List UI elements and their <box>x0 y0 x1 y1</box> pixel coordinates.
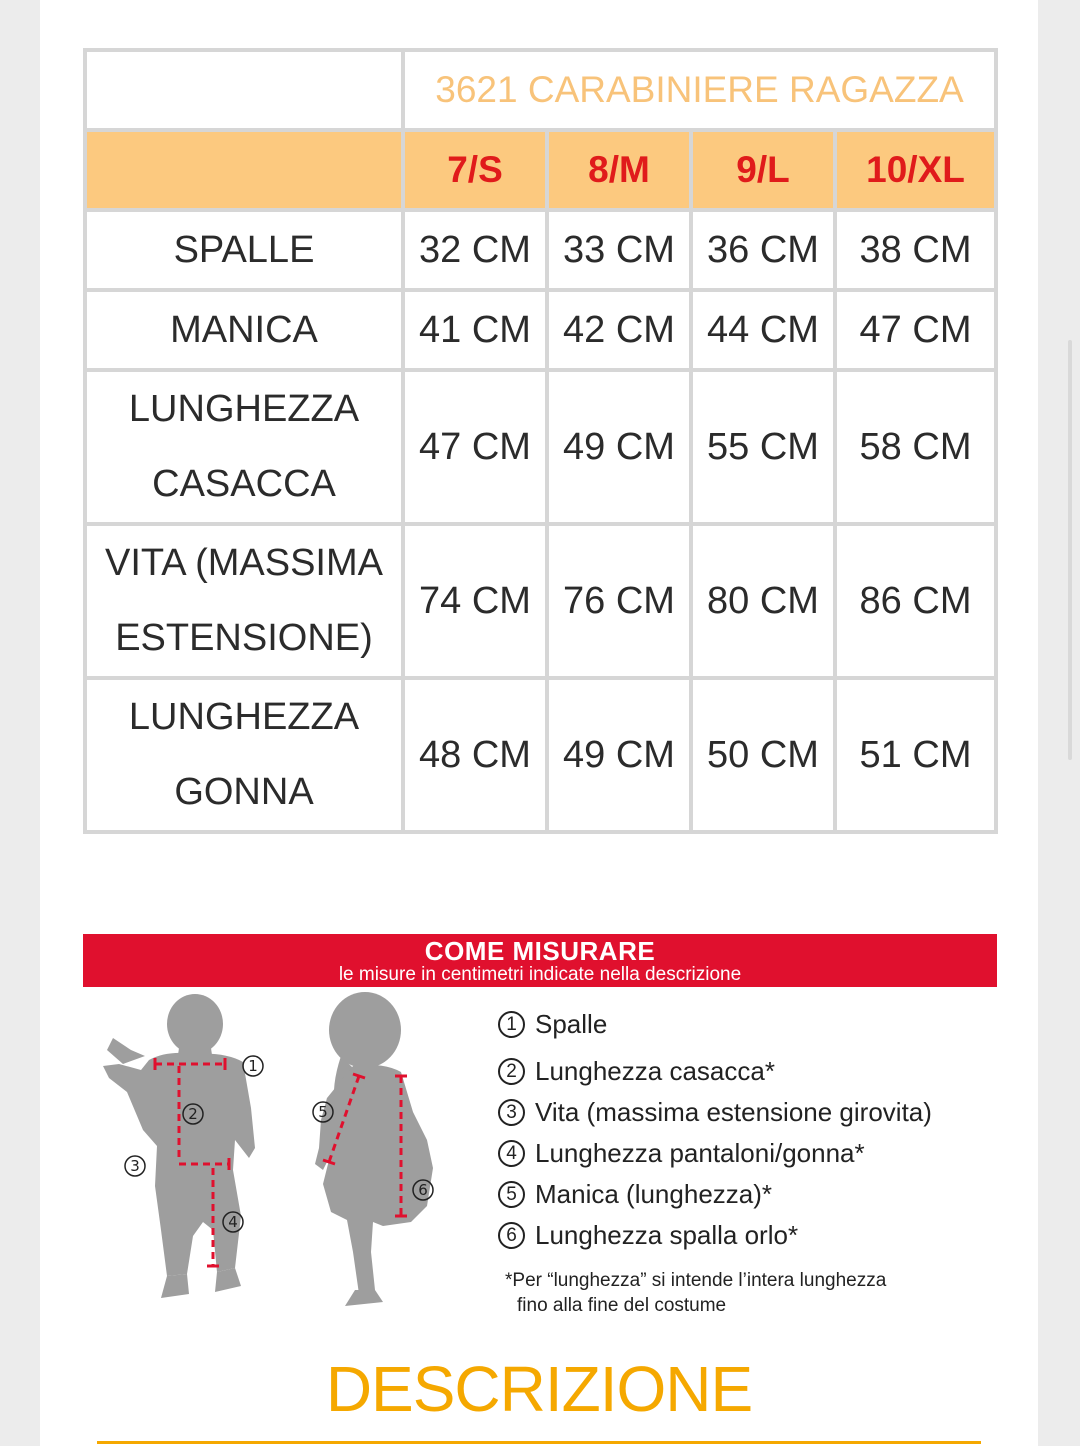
row-label: MANICA <box>87 292 401 368</box>
measure-cell: 33 CM <box>549 212 689 288</box>
legend-text: Vita (massima estensione girovita) <box>535 1097 932 1127</box>
size-header: 9/L <box>693 132 833 208</box>
measure-cell: 50 CM <box>693 680 833 830</box>
measure-cell: 36 CM <box>693 212 833 288</box>
measure-title: COME MISURARE <box>424 936 656 966</box>
marker-3-label: 3 <box>130 1157 140 1175</box>
measure-cell: 55 CM <box>693 372 833 522</box>
measure-cell: 74 CM <box>405 526 545 676</box>
table-row <box>87 372 994 522</box>
measure-cell: 44 CM <box>693 292 833 368</box>
measure-cell: 58 CM <box>837 372 994 522</box>
legend-item <box>498 1133 998 1174</box>
measure-cell: 48 CM <box>405 680 545 830</box>
measure-cell: 32 CM <box>405 212 545 288</box>
description-heading: DESCRIZIONE <box>325 1353 753 1425</box>
measure-cell: 51 CM <box>837 680 994 830</box>
how-to-measure-panel <box>83 934 997 1344</box>
table-row <box>87 212 994 288</box>
size-header: 10/XL <box>837 132 994 208</box>
measure-footnote <box>505 1268 985 1318</box>
legend-text: Lunghezza pantaloni/gonna* <box>535 1138 865 1168</box>
legend-item <box>498 1092 998 1133</box>
size-table <box>83 48 998 834</box>
footnote-line: *Per “lunghezza” si intende l’intera lunghezza <box>505 1270 887 1291</box>
legend-number: 6 <box>498 1222 525 1249</box>
marker-3 <box>125 1156 145 1176</box>
header-corner-cell <box>87 132 401 208</box>
measure-cell: 76 CM <box>549 526 689 676</box>
measure-cell: 38 CM <box>837 212 994 288</box>
measure-cell: 49 CM <box>549 680 689 830</box>
product-title: 3621 CARABINIERE RAGAZZA <box>405 52 994 128</box>
size-header: 7/S <box>405 132 545 208</box>
measure-legend <box>498 1004 998 1256</box>
measure-subtitle: le misure in centimetri indicate nella descrizione <box>338 964 742 985</box>
measure-cell: 80 CM <box>693 526 833 676</box>
legend-item <box>498 1174 998 1215</box>
footnote-line: fino alla fine del costume <box>517 1295 727 1316</box>
legend-text: Manica (lunghezza)* <box>535 1179 773 1209</box>
legend-text: Lunghezza spalla orlo* <box>535 1220 799 1250</box>
legend-text: Lunghezza casacca* <box>535 1056 775 1086</box>
page <box>40 0 1038 1446</box>
marker-2-label: 2 <box>188 1105 198 1123</box>
legend-item <box>498 1004 998 1045</box>
legend-number: 5 <box>498 1181 525 1208</box>
legend-text: Spalle <box>535 1009 608 1039</box>
measure-banner <box>83 934 997 987</box>
measure-cell: 47 CM <box>405 372 545 522</box>
legend-number: 1 <box>498 1011 525 1038</box>
row-label: SPALLE <box>87 212 401 288</box>
table-row <box>87 680 994 830</box>
measure-cell: 41 CM <box>405 292 545 368</box>
table-row <box>87 526 994 676</box>
table-title-row <box>87 52 994 128</box>
scrollbar[interactable] <box>1068 340 1072 760</box>
marker-1 <box>243 1056 263 1076</box>
measure-cell: 47 CM <box>837 292 994 368</box>
legend-number: 4 <box>498 1140 525 1167</box>
size-header: 8/M <box>549 132 689 208</box>
legend-number: 3 <box>498 1099 525 1126</box>
marker-1-label: 1 <box>248 1057 258 1075</box>
measurement-figures <box>83 990 483 1340</box>
empty-corner-cell <box>87 52 401 128</box>
row-label: LUNGHEZZA CASACCA <box>87 372 401 522</box>
marker-5-label: 5 <box>318 1103 328 1121</box>
legend-number: 2 <box>498 1058 525 1085</box>
measure-cell: 86 CM <box>837 526 994 676</box>
row-label: LUNGHEZZA GONNA <box>87 680 401 830</box>
table-row <box>87 292 994 368</box>
legend-item <box>498 1051 998 1092</box>
legend-item <box>498 1215 998 1256</box>
child-front-figure <box>103 994 255 1298</box>
marker-4-label: 4 <box>228 1213 238 1231</box>
measure-cell: 42 CM <box>549 292 689 368</box>
description-divider <box>97 1441 981 1444</box>
marker-6-label: 6 <box>418 1181 428 1199</box>
measure-cell: 49 CM <box>549 372 689 522</box>
size-header-row <box>87 132 994 208</box>
row-label: VITA (MASSIMA ESTENSIONE) <box>87 526 401 676</box>
